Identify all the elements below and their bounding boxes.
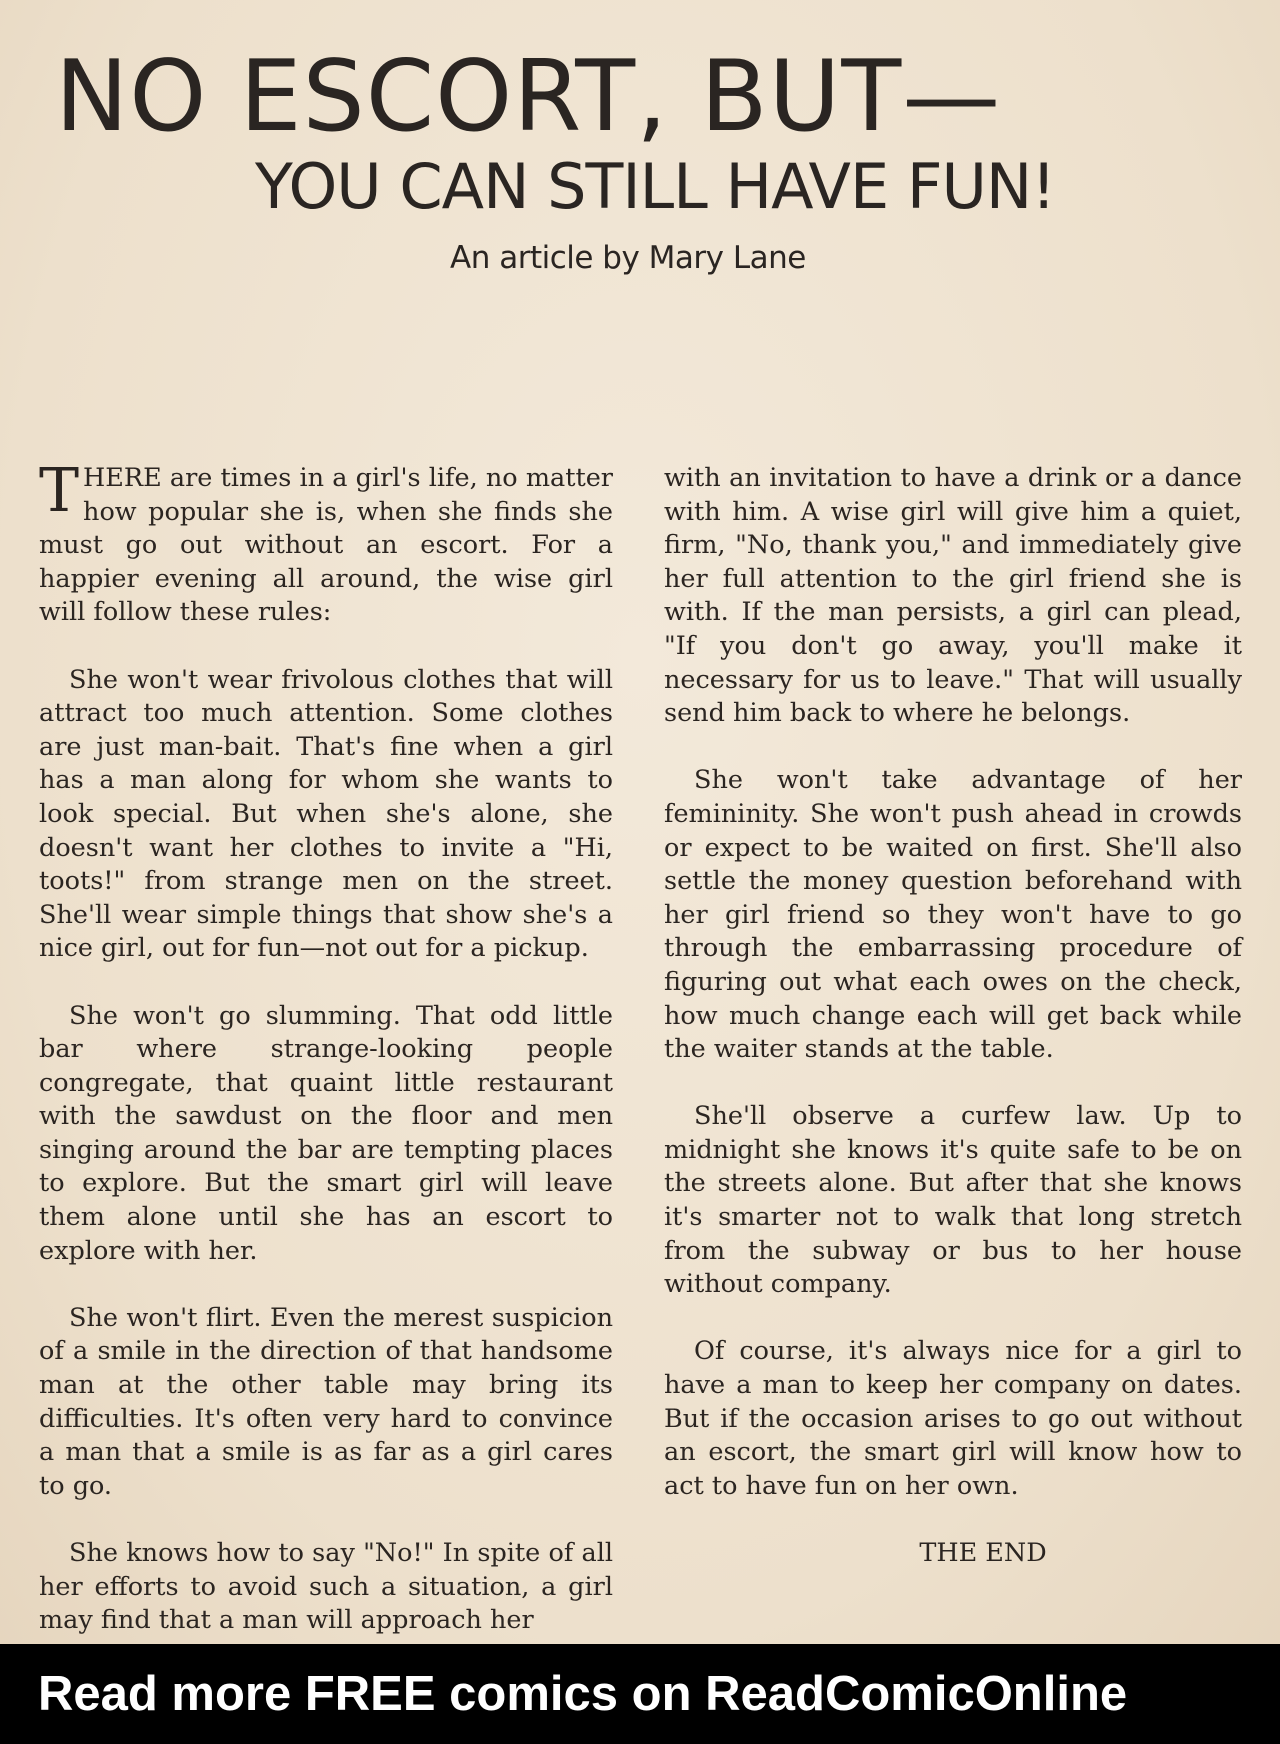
paragraph-text: HERE are times in a girl's life, no matter how popular she is, when she finds she must go out without an escort. For a happier evening all around, the wise girl will follow these rules: [39, 463, 613, 628]
the-end-label: THE END [919, 1538, 1047, 1569]
paragraph: She'll observe a curfew law. Up to midnight she knows it's quite safe to be on the streets alone. But after that she knows it's smarter not to walk that long stretch from the subway or bus to her house without company. [664, 1101, 1242, 1300]
paragraph: She won't flirt. Even the merest suspicion of a smile in the direction of that handsome man at the other table may bring its difficulties. It's often very hard to convince a man that a smile is as far as a girl cares to go. [39, 1302, 613, 1501]
paragraph: She won't take advantage of her femininity. She won't push ahead in crowds or expect to be waited on first. She'll also settle the money question beforehand with her girl friend so they won't have to go through the embarrassing procedure of figuring out what each owes on the check, how much change each will get back while the waiter stands at the table. [664, 765, 1242, 1065]
paragraph-split: She knows how to say "No!" In spite of all her efforts to avoid such a situation, a girl may find that a man will approach her [39, 1538, 613, 1636]
article-subtitle: YOU CAN STILL HAVE FUN! [255, 150, 1056, 223]
left-column [39, 456, 613, 1671]
promo-banner[interactable] [0, 1644, 1280, 1744]
paragraph: Of course, it's always nice for a girl to have a man to keep her company on dates. But if the occasion arises to go out without an escort, the smart girl will know how to act to have fun on her own. [664, 1336, 1242, 1501]
article-byline: An article by Mary Lane [450, 240, 806, 276]
paragraph: She won't wear frivolous clothes that will attract too much attention. Some clothes are just man-bait. That's fine when a girl has a man along for whom she wants to look special. But when she's alone, she doesn't want her clothes to invite a "Hi, toots!" from strange men on the street. She'll wear simple things that show she's a nice girl, out for fun—not out for a pickup. [39, 664, 613, 964]
drop-cap: T [39, 456, 80, 526]
promo-text[interactable]: Read more FREE comics on ReadComicOnline [38, 1667, 1128, 1721]
right-column [664, 462, 1242, 1605]
paragraph-split-continued: with an invitation to have a drink or a dance with him. A wise girl will give him a quiet, firm, "No, thank you," and immediately give her full attention to the girl friend she is with. If the man persists, a girl can plead, "If you don't go away, you'll make it necessary for us to leave." That will usually send him back to where he belongs. [664, 463, 1242, 729]
paragraph-intro [39, 456, 613, 630]
paragraph: She won't go slumming. That odd little bar where strange-looking people congregate, that quaint little restaurant with the sawdust on the floor and men singing around the bar are tempting places to explore. But the smart girl will leave them alone until she has an escort to explore with her. [39, 1000, 613, 1266]
article-title: NO ESCORT, BUT— [55, 40, 1002, 154]
